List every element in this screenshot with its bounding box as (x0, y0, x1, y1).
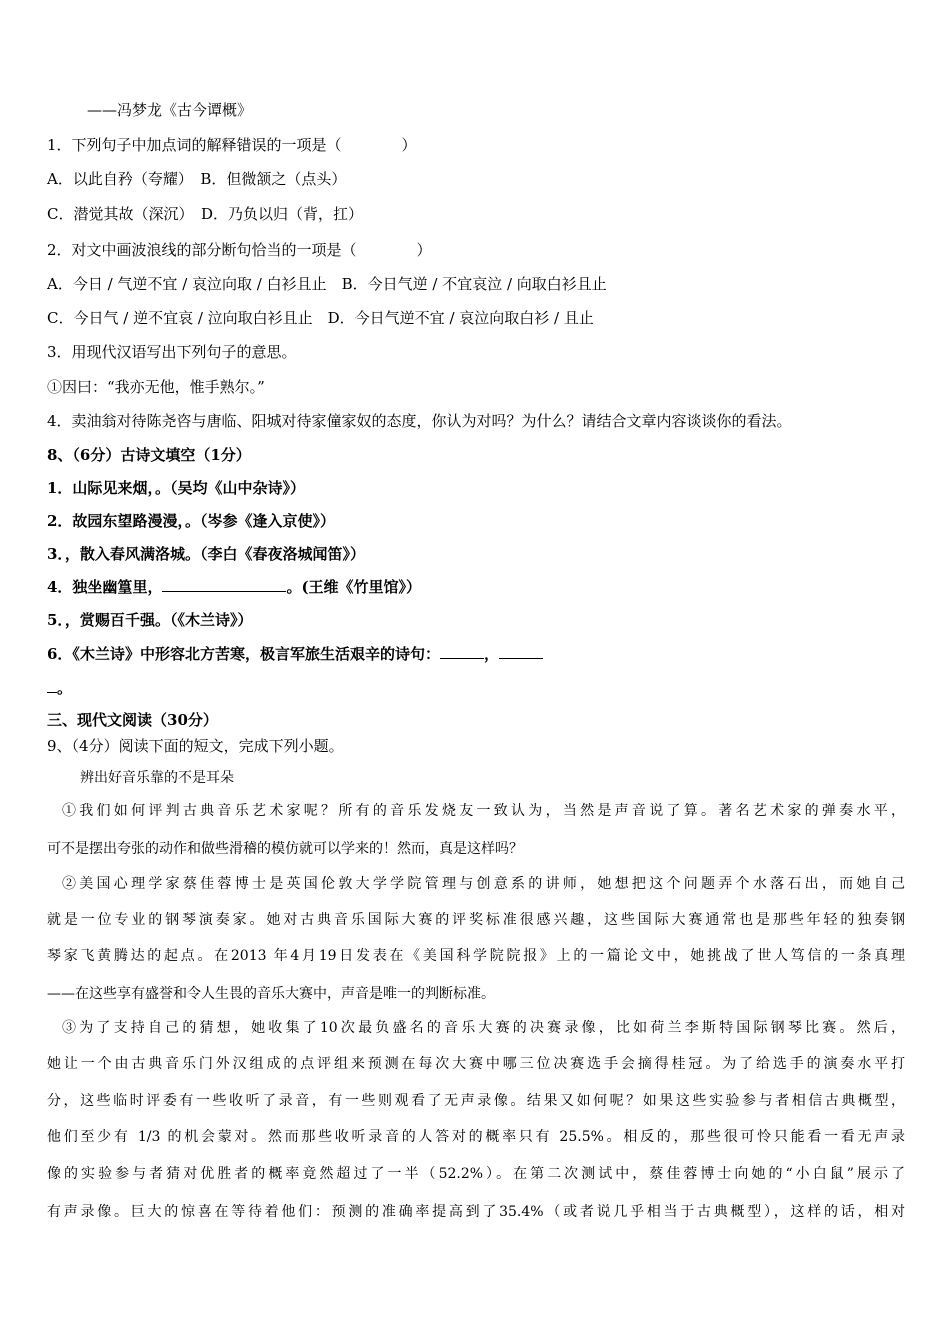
poem-fill-continuation (47, 678, 72, 698)
paragraph-line: 可不是摆出夸张的动作和做些滑稽的模仿就可以学来的！然而，真是这样吗？ (47, 841, 523, 857)
paragraph-line: ①我们如何评判古典音乐艺术家呢？所有的音乐发烧友一致认为，当然是声音说了算。著名艺术家的弹奏水平， (62, 803, 905, 819)
section3-heading: 三、现代文阅读（30分） (47, 711, 218, 729)
paragraph-line: 像的实验参与者猜对优胜者的概率竟然超过了一半（52.2%）。在第二次测试中，蔡佳蓉博士向她的“小白鼠”展示了 (47, 1166, 905, 1182)
paragraph-line: 分，这些临时评委有一些收听了录音，有一些则观看了无声录像。结果又如何呢？如果这些实验参与者相信古典概型， (47, 1093, 905, 1109)
poem-fill-item: 1．山际见来烟，。（吴均《山中杂诗》） (47, 479, 305, 497)
q1-options-cd: C．潜觉其故（深沉） D．乃负以归（背，扛） (47, 205, 364, 223)
poem-fill-item: 5．，赏赐百千强。（《木兰诗》） (47, 611, 253, 629)
poem-fill-end: 。 (57, 679, 73, 697)
answer-blank[interactable] (47, 678, 57, 693)
poem-fill-item (47, 577, 421, 597)
paragraph-line: 他们至少有 1/3 的机会蒙对。然而那些收听录音的人答对的概率只有 25.5%。相反的，那些很可怜只能看一看无声录 (47, 1129, 905, 1145)
poem-fill-text: 6．《木兰诗》中形容北方苦寒，极言军旅生活艰辛的诗句： (47, 645, 440, 663)
paragraph-line: ②美国心理学家蔡佳蓉博士是英国伦敦大学学院管理与创意系的讲师，她想把这个问题弄个水落石出，而她自己 (62, 876, 905, 892)
poem-fill-text: 4．独坐幽篁里， (47, 578, 163, 596)
poem-fill-item: 3．，散入春风满洛城。（李白《春夜洛城闻笛》） (47, 545, 365, 563)
poem-fill-item: 2．故园东望路漫漫，。（岑参《逢入京使》） (47, 512, 335, 530)
article-title: 辨出好音乐靠的不是耳朵 (80, 770, 234, 786)
answer-blank[interactable] (499, 644, 543, 659)
paragraph-line: ——在这些享有盛誉和令人生畏的音乐大赛中，声音是唯一的判断标准。 (47, 986, 495, 1002)
paragraph-line: 有声录像。巨大的惊喜在等待着他们：预测的准确率提高到了35.4%（或者说几乎相当于古典概型），这样的话，相对 (47, 1204, 905, 1220)
poem-fill-item (47, 644, 543, 664)
source-attribution: ——冯梦龙《古今谭概》 (87, 101, 253, 119)
q3-stem: 3．用现代汉语写出下列句子的意思。 (47, 343, 297, 361)
q2-options-ab: A．今日 / 气逆不宜 / 哀泣向取 / 白衫且止 B．今日气逆 / 不宜哀泣 / 向取白衫且止 (47, 275, 607, 293)
section8-heading: 8、（6分）古诗文填空（1分） (47, 446, 251, 464)
paragraph-line: 琴家飞黄腾达的起点。在2013 年4月19日发表在《美国科学院院报》上的一篇论文中，她挑战了世人笃信的一条真理 (47, 948, 905, 964)
poem-fill-source: 。(王维《竹里馆》） (286, 578, 422, 596)
answer-blank[interactable] (162, 577, 286, 592)
q1-options-ab: A．以此自矜（夸耀） B．但微颔之（点头） (47, 170, 347, 188)
q2-options-cd: C．今日气 / 逆不宜哀 / 泣向取白衫且止 D．今日气逆不宜 / 哀泣向取白衫 / 且止 (47, 309, 594, 327)
q1-stem: 1．下列句子中加点词的解释错误的一项是（ ） (47, 136, 417, 154)
poem-fill-comma: ， (483, 645, 499, 663)
q2-stem: 2．对文中画波浪线的部分断句恰当的一项是（ ） (47, 241, 432, 259)
q4-stem: 4．卖油翁对待陈尧咨与唐临、阳城对待家僮家奴的态度，你认为对吗？为什么？请结合文章内容谈谈你的看法。 (47, 412, 792, 430)
answer-blank[interactable] (440, 644, 484, 659)
paragraph-line: 就是一位专业的钢琴演奏家。她对古典音乐国际大赛的评奖标准很感兴趣，这些国际大赛通常也是那些年轻的独奏钢 (47, 912, 905, 928)
q3-item: ①因曰：“我亦无他，惟手熟尔。” (47, 378, 265, 396)
paragraph-line: 她让一个由古典音乐门外汉组成的点评组来预测在每次大赛中哪三位决赛选手会摘得桂冠。为了给选手的演奏水平打 (47, 1056, 905, 1072)
q9-stem: 9、（4分）阅读下面的短文，完成下列小题。 (47, 737, 344, 755)
paragraph-line: ③为了支持自己的猜想，她收集了10次最负盛名的音乐大赛的决赛录像，比如荷兰李斯特国际钢琴比赛。然后， (62, 1020, 905, 1036)
